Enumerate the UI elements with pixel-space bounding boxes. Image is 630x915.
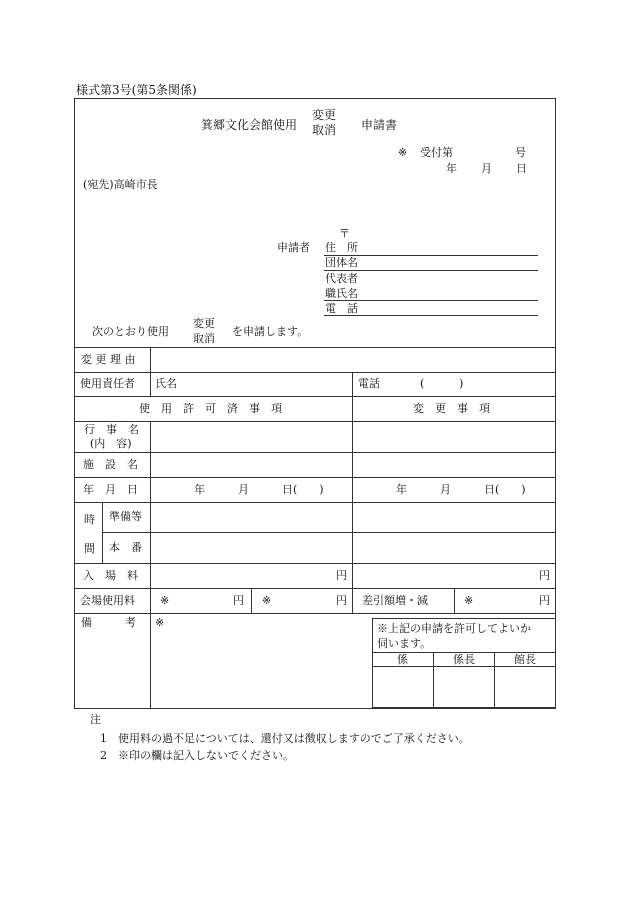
- time-label-2: 間: [84, 542, 95, 555]
- reception-mark: ※: [398, 146, 408, 159]
- venue-fee-mark-2: ※: [262, 594, 272, 607]
- date-permitted-value: 年 月 日( ): [194, 483, 324, 496]
- grid-line: [251, 588, 252, 613]
- addressee: (宛先)高崎市長: [83, 178, 158, 191]
- reception-year: 年: [446, 162, 457, 175]
- phone-underline: [324, 315, 538, 316]
- applicant-address-label: 住 所: [325, 241, 358, 254]
- grid-line: [352, 396, 353, 613]
- approval-grid-line: [433, 652, 434, 708]
- grid-line: [454, 588, 455, 613]
- title-options: [312, 108, 336, 138]
- applicant-group-label: 団体名: [325, 256, 358, 269]
- group-underline: [324, 270, 538, 271]
- statement-option-cancel: 取消: [193, 332, 215, 345]
- grid-line: [150, 421, 151, 709]
- grid-line: [74, 588, 556, 589]
- phone-paren-open: (: [420, 377, 425, 390]
- facility-label: 施 設 名: [83, 458, 138, 471]
- grid-line: [74, 477, 556, 478]
- reception-label: 受付第: [420, 146, 453, 159]
- responsible-person-label: 使用責任者: [80, 377, 135, 390]
- admission-yen-left: 円: [336, 569, 347, 582]
- title-suffix: 申請書: [361, 118, 398, 132]
- statement-suffix: を申請します。: [232, 325, 309, 338]
- name-underline: [324, 300, 538, 301]
- statement-options: [193, 316, 215, 346]
- approval-grid-line: [372, 666, 556, 667]
- grid-line: [74, 452, 556, 453]
- approval-col-staff: 係: [397, 653, 408, 666]
- venue-fee-yen-1: 円: [233, 594, 244, 607]
- statement-option-change: 変更: [193, 317, 215, 330]
- form-number: 様式第3号(第5条関係): [76, 83, 197, 97]
- venue-fee-yen-2: 円: [336, 594, 347, 607]
- approval-text-line1: ※上記の申請を許可してよいか: [377, 622, 531, 635]
- difference-mark: ※: [464, 594, 474, 607]
- approval-col-chief: 係長: [453, 653, 475, 666]
- grid-line: [74, 347, 556, 348]
- approval-text-line2: 伺います。: [377, 637, 432, 650]
- approval-grid-line: [494, 652, 495, 708]
- responsible-phone-label: 電話: [358, 377, 380, 390]
- grid-line: [352, 372, 353, 396]
- applicant-title-name-label: 職氏名: [325, 287, 358, 300]
- approval-col-director: 館長: [514, 653, 536, 666]
- grid-line: [74, 563, 556, 564]
- event-name-label: 行 事 名: [84, 423, 139, 436]
- title-option-cancel: 取消: [312, 123, 337, 137]
- grid-line: [102, 502, 103, 563]
- applicant-label: 申請者: [277, 241, 310, 254]
- admission-yen-right: 円: [539, 569, 550, 582]
- grid-line: [74, 502, 556, 503]
- responsible-name-label: 氏名: [155, 377, 177, 390]
- time-label-1: 時: [84, 513, 95, 526]
- difference-yen: 円: [539, 594, 550, 607]
- applicant-phone-label: 電 話: [325, 302, 358, 315]
- postal-mark: 〒: [339, 227, 350, 240]
- date-label: 年 月 日: [83, 483, 138, 496]
- change-items-header: 変 更 事 項: [413, 402, 490, 415]
- note-item-2: 2 ※印の欄は記入しないでください。: [100, 749, 294, 762]
- note-item-1: 1 使用料の過不足については、還付又は徴収しますのでご了承ください。: [100, 732, 470, 745]
- reception-month: 月: [481, 162, 492, 175]
- remarks-mark: ※: [155, 616, 165, 629]
- venue-fee-label: 会場使用料: [80, 594, 135, 607]
- notes-heading: 注: [90, 713, 101, 726]
- grid-line: [74, 613, 556, 614]
- grid-line: [74, 396, 556, 397]
- remarks-label: 備 考: [81, 616, 136, 629]
- applicant-representative-label: 代表者: [325, 272, 358, 285]
- venue-fee-mark-1: ※: [160, 594, 170, 607]
- grid-line: [102, 532, 556, 533]
- reception-number-suffix: 号: [515, 146, 526, 159]
- permitted-items-header: 使 用 許 可 済 事 項: [139, 402, 282, 415]
- title-prefix: 箕郷文化会館使用: [201, 118, 298, 132]
- admission-fee-label: 入 場 料: [83, 569, 138, 582]
- performance-label: 本 番: [109, 541, 142, 554]
- statement-prefix: 次のとおり使用: [92, 325, 169, 338]
- date-change-value: 年 月 日( ): [396, 483, 526, 496]
- reception-day: 日: [516, 162, 527, 175]
- title-option-change: 変更: [312, 108, 337, 122]
- change-reason-label: 変 更 理 由: [81, 353, 136, 366]
- event-content-label: (内 容): [90, 437, 132, 450]
- grid-line: [74, 421, 556, 422]
- preparation-label: 準備等: [109, 510, 142, 523]
- difference-label: 差引額増・減: [362, 594, 428, 607]
- phone-paren-close: ): [459, 377, 464, 390]
- grid-line: [74, 372, 556, 373]
- grid-line: [150, 347, 151, 396]
